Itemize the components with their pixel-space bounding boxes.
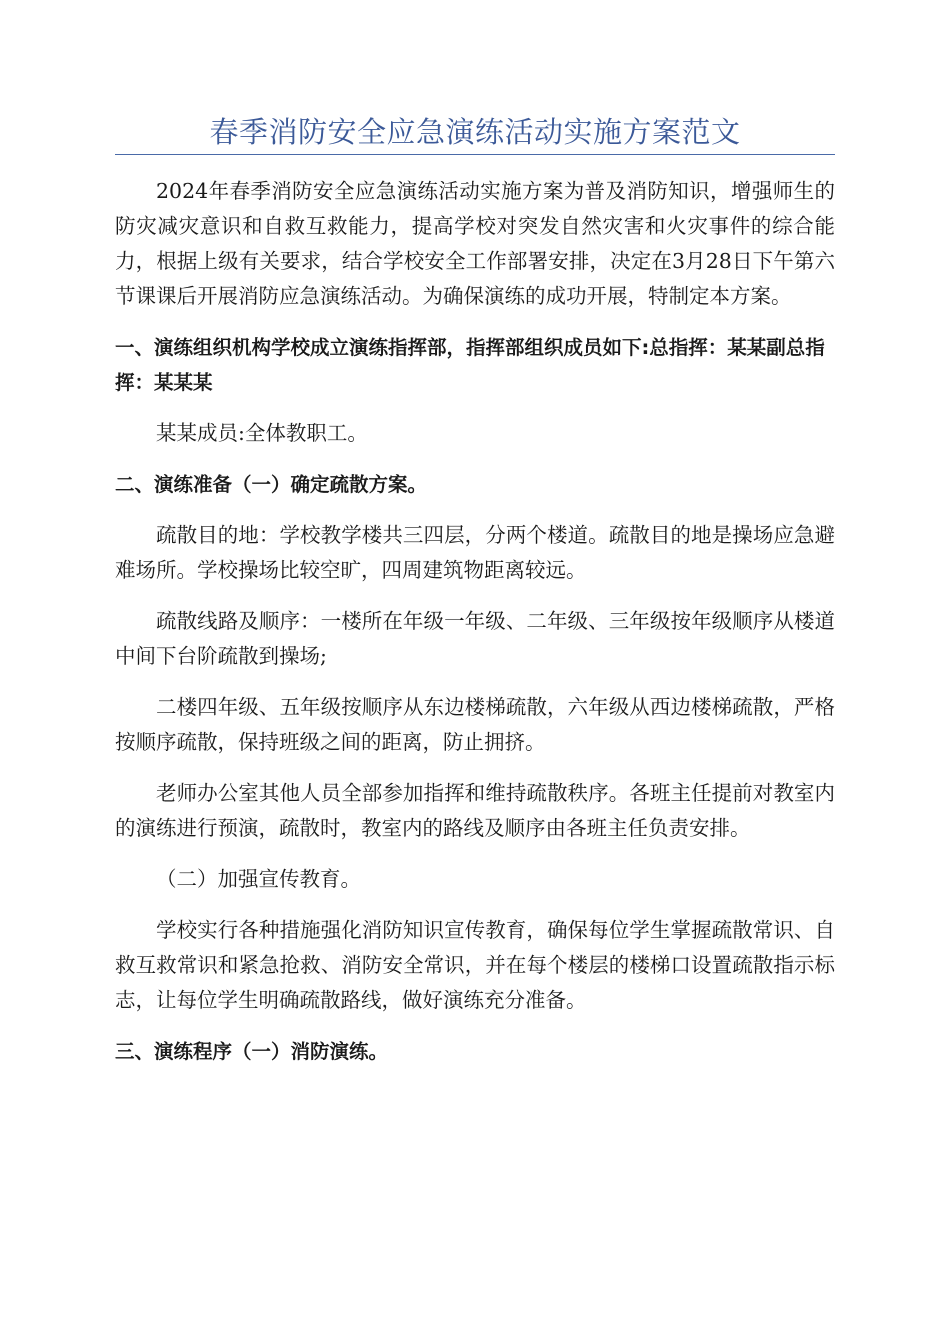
document-body [115,174,835,1085]
section2-heading: 二、演练准备（一）确定疏散方案。 [115,473,428,496]
document-title: 春季消防安全应急演练活动实施方案范文 [209,115,741,149]
section3-heading: 三、演练程序（一）消防演练。 [115,1040,389,1063]
section1-heading: 一、演练组织机构学校成立演练指挥部，指挥部组织成员如下:总指挥：某某副总指挥：某某某 [115,336,825,394]
intro-paragraph: 2024年春季消防安全应急演练活动实施方案为普及消防知识，增强师生的防灾减灾意识和自救互救能力，提高学校对突发自然灾害和火灾事件的综合能力，根据上级有关要求，结合学校安全工作部署安排，决定在3月28日下午第六节课课后开展消防应急演练活动。为确保演练的成功开展，特制定本方案。 [115,179,835,308]
route2-paragraph: 二楼四年级、五年级按顺序从东边楼梯疏散，六年级从西边楼梯疏散，严格按顺序疏散，保持班级之间的距离，防止拥挤。 [115,695,835,754]
teachers-paragraph: 老师办公室其他人员全部参加指挥和维持疏散秩序。各班主任提前对教室内的演练进行预演，疏散时，教室内的路线及顺序由各班主任负责安排。 [115,781,835,840]
destination-paragraph: 疏散目的地：学校教学楼共三四层，分两个楼道。疏散目的地是操场应急避难场所。学校操场比较空旷，四周建筑物距离较远。 [115,523,835,582]
education-paragraph: 学校实行各种措施强化消防知识宣传教育，确保每位学生掌握疏散常识、自救互救常识和紧急抢救、消防安全常识，并在每个楼层的楼梯口设置疏散指示标志，让每位学生明确疏散路线，做好演练充分准备。 [115,918,835,1012]
route1-paragraph: 疏散线路及顺序：一楼所在年级一年级、二年级、三年级按年级顺序从楼道中间下台阶疏散到操场; [115,609,835,668]
title-underline [115,154,835,155]
section1-members: 某某成员:全体教职工。 [156,421,368,445]
subsection2-heading: （二）加强宣传教育。 [156,867,361,891]
